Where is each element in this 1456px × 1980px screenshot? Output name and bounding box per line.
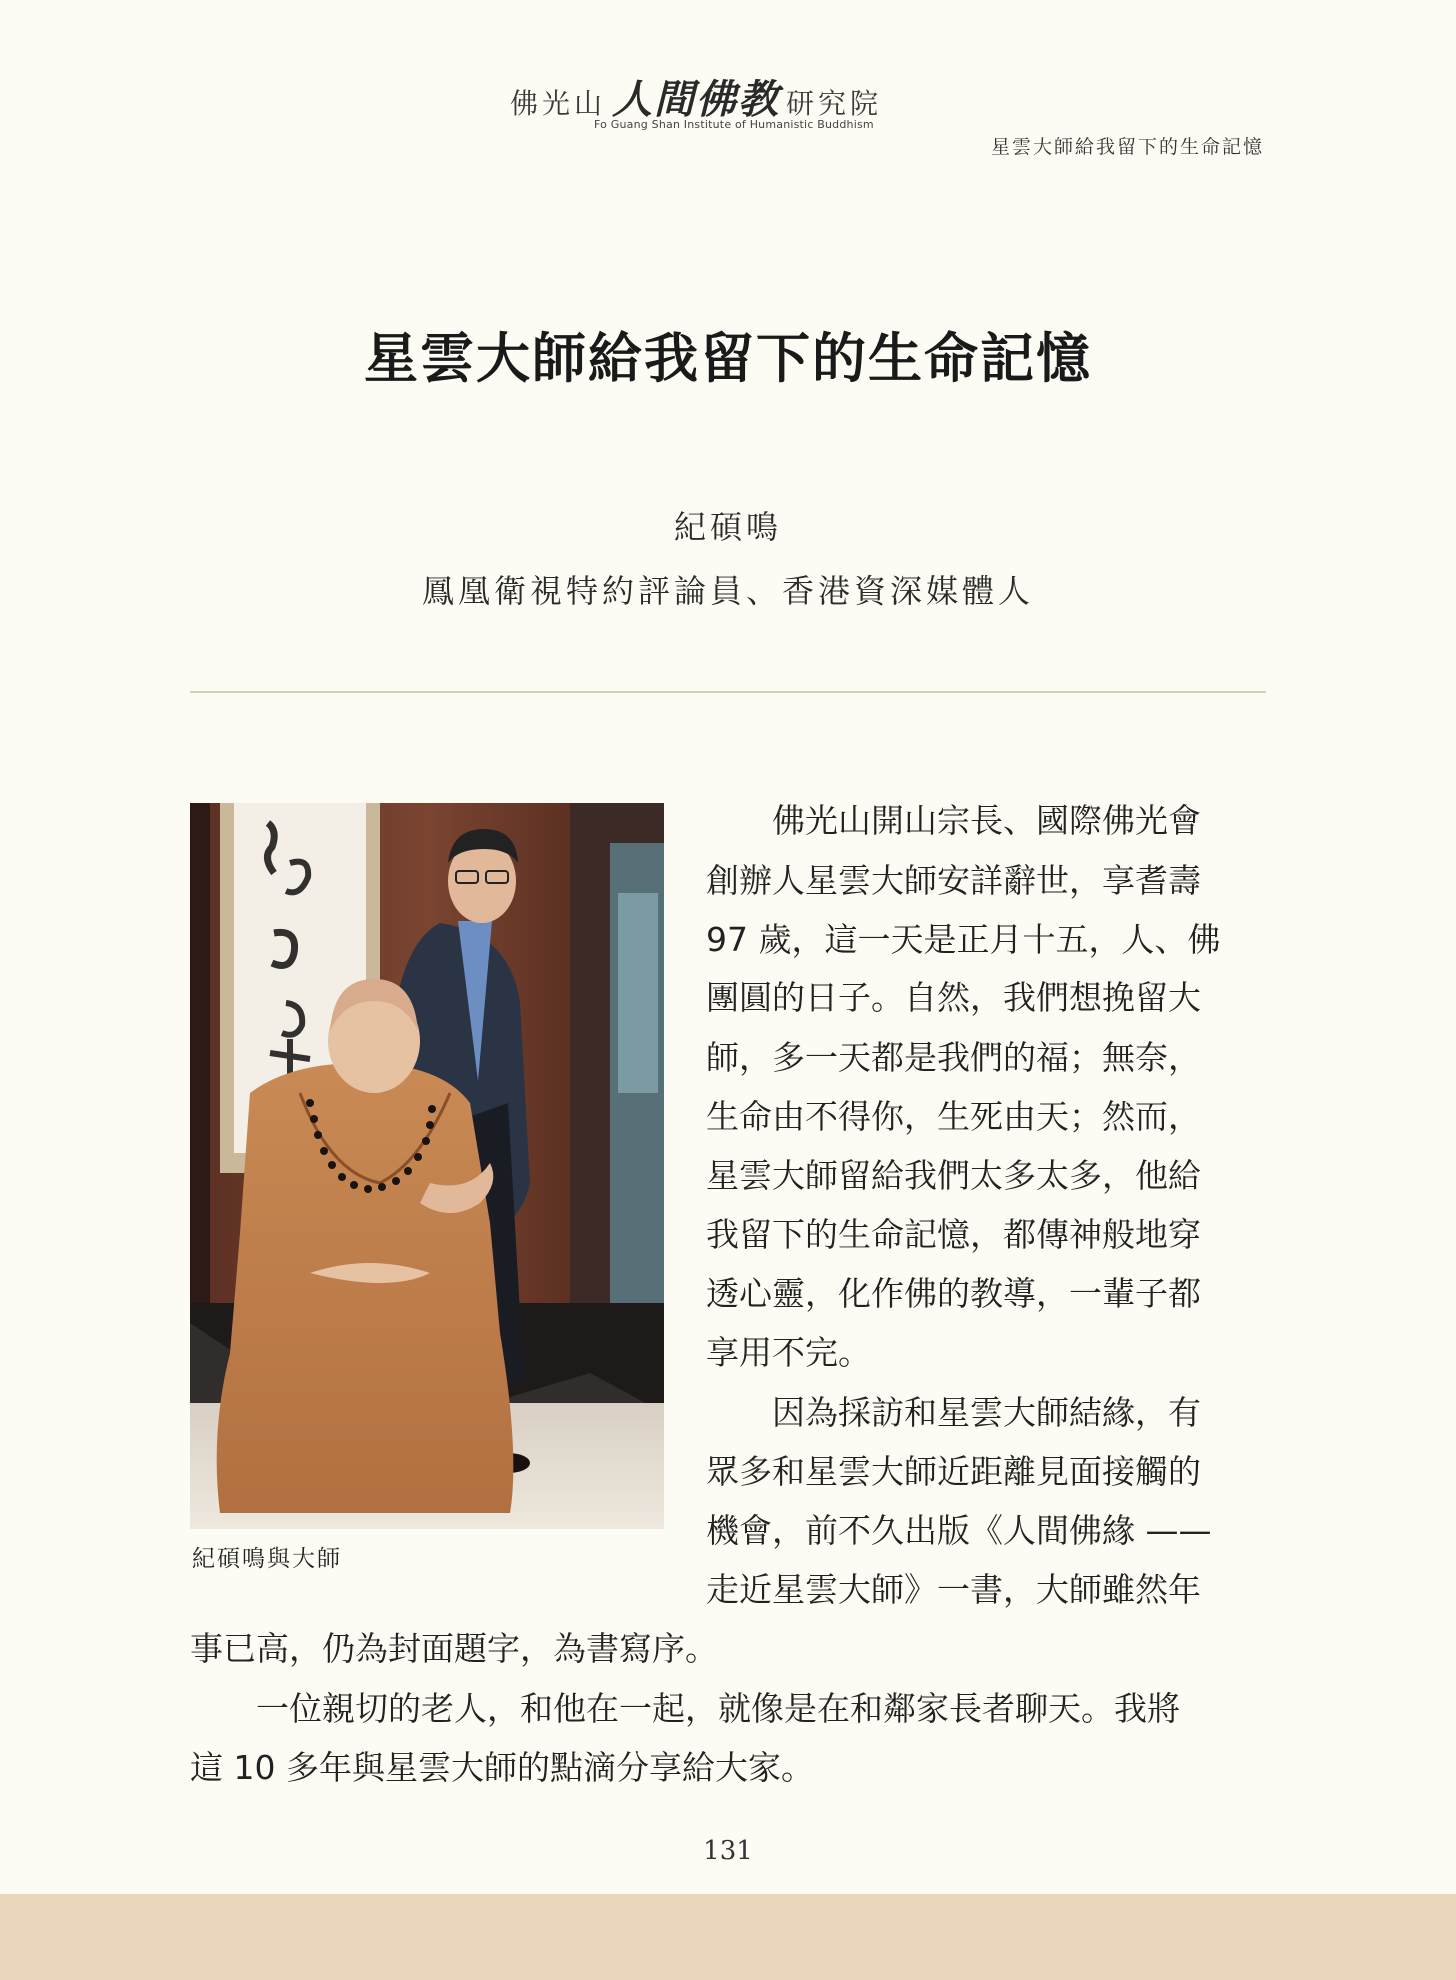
body-line: 佛光山開山宗長、國際佛光會 — [706, 801, 1201, 840]
institute-logo — [510, 64, 930, 136]
logo-right-text: 研究院 — [786, 87, 883, 120]
body-line: 這 10 多年與星雲大師的點滴分享給大家。 — [190, 1748, 814, 1787]
article-author: 紀碩鳴 — [673, 508, 782, 546]
body-line: 眾多和星雲大師近距離見面接觸的 — [706, 1452, 1201, 1491]
photo-illustration — [190, 803, 664, 1529]
body-line: 享用不完。 — [706, 1333, 871, 1372]
body-line: 我留下的生命記憶，都傳神般地穿 — [706, 1215, 1201, 1254]
footer-band — [0, 1894, 1456, 1980]
author-affiliation: 鳳凰衛視特約評論員、香港資深媒體人 — [421, 572, 1034, 610]
body-line: 一位親切的老人，和他在一起，就像是在和鄰家長者聊天。我將 — [190, 1689, 1180, 1728]
logo-script-text: 人間佛教 — [612, 76, 781, 123]
body-line: 團圓的日子。自然，我們想挽留大 — [706, 978, 1201, 1017]
logo-left-text: 佛光山 — [510, 87, 607, 120]
body-line: 機會，前不久出版《人間佛緣 —— — [706, 1511, 1212, 1550]
body-line: 97 歲，這一天是正月十五，人、佛 — [706, 920, 1221, 959]
body-line: 透心靈，化作佛的教導，一輩子都 — [706, 1274, 1201, 1313]
body-line: 師，多一天都是我們的福；無奈， — [706, 1038, 1201, 1077]
body-line: 創辦人星雲大師安詳辭世，享耆壽 — [706, 861, 1201, 900]
body-line: 星雲大師留給我們太多太多，他給 — [706, 1156, 1201, 1195]
body-line: 走近星雲大師》一書，大師雖然年 — [706, 1570, 1201, 1609]
body-line: 事已高，仍為封面題字，為書寫序。 — [190, 1629, 718, 1668]
logo-english-text: Fo Guang Shan Institute of Humanistic Buddhism — [594, 118, 874, 131]
body-line: 因為採訪和星雲大師結緣，有 — [706, 1393, 1201, 1432]
body-line: 生命由不得你，生死由天；然而， — [706, 1097, 1201, 1136]
author-with-master-photo — [190, 803, 664, 1529]
section-divider — [190, 691, 1266, 693]
page-number: 131 — [703, 1836, 753, 1866]
photo-caption: 紀碩鳴與大師 — [192, 1546, 342, 1572]
running-head: 星雲大師給我留下的生命記憶 — [990, 136, 1264, 158]
article-title: 星雲大師給我留下的生命記憶 — [364, 326, 1092, 390]
